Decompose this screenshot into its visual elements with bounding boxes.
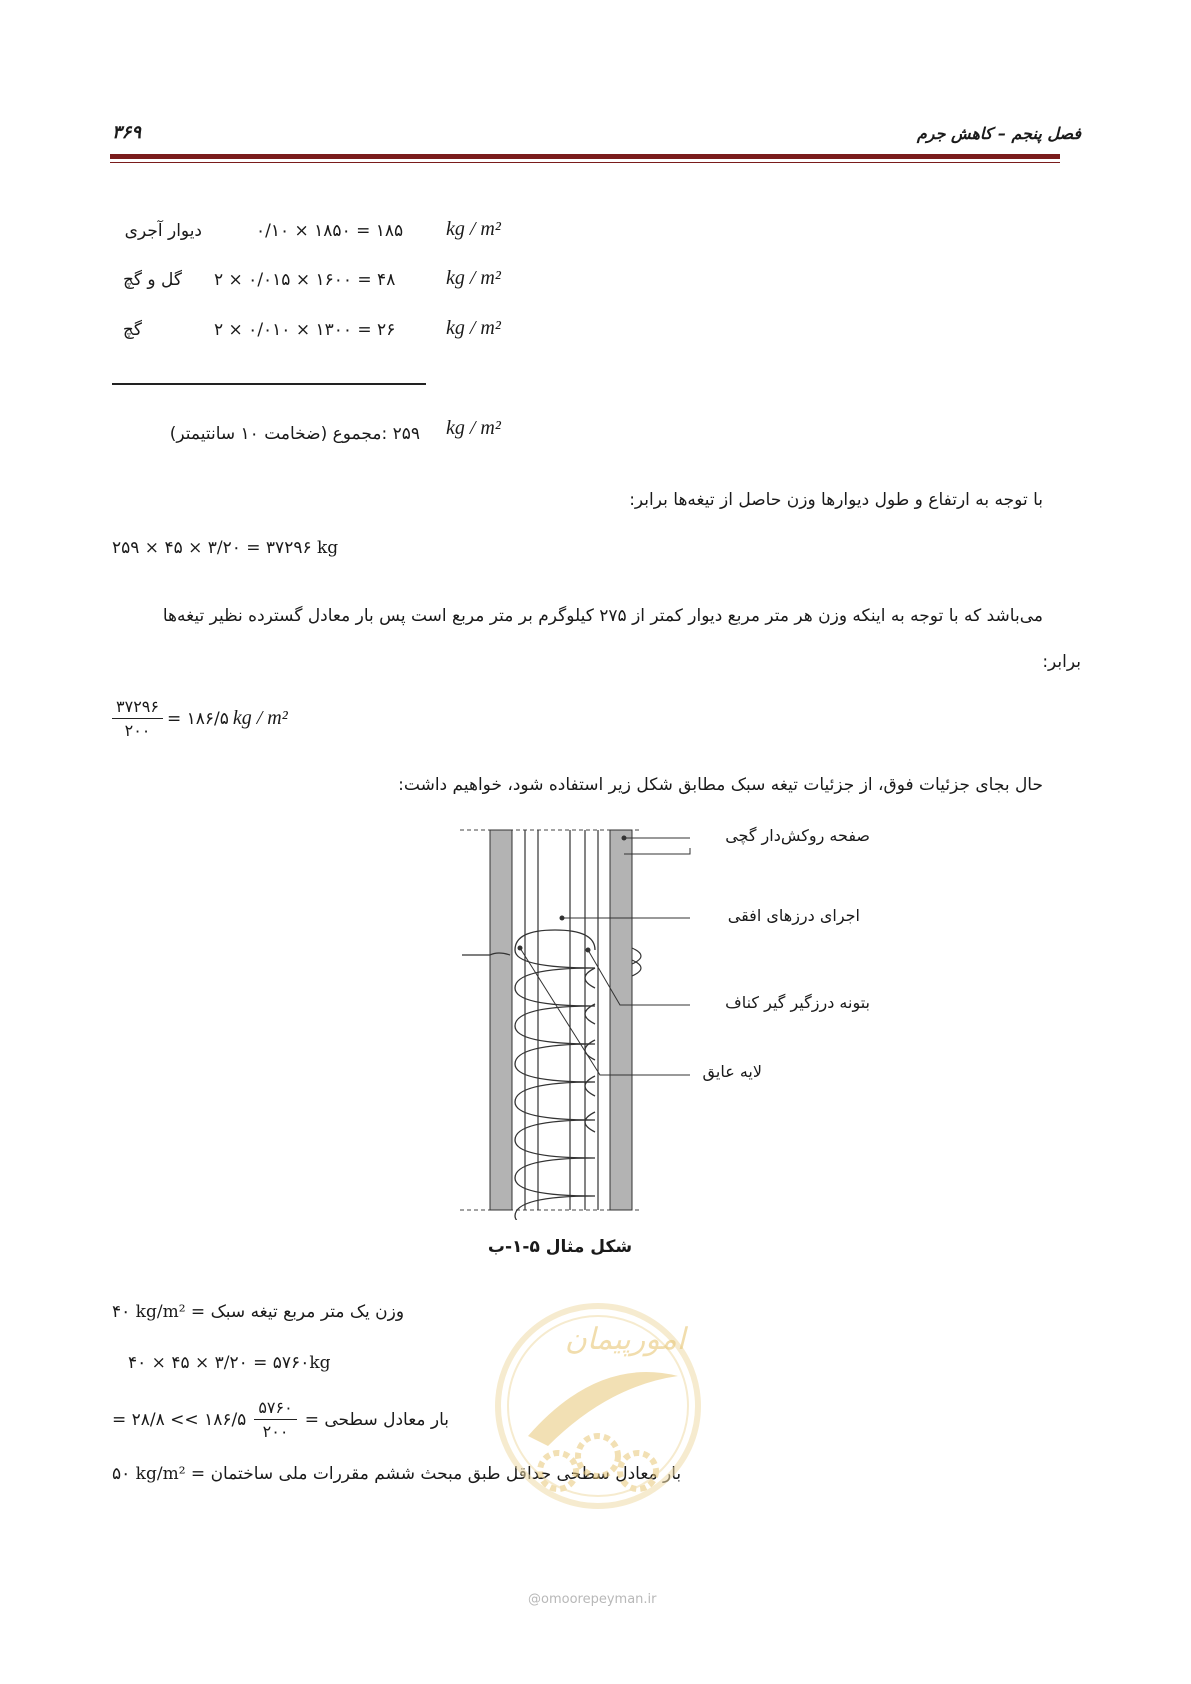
table-total-unit: kg / m² — [446, 417, 501, 439]
table-row-label: گچ — [122, 320, 142, 340]
table-row-unit: kg / m² — [446, 317, 501, 339]
calc-line-3 — [112, 1398, 449, 1441]
watermark-gear — [620, 1453, 656, 1489]
equation-2-unit: kg / m² — [232, 707, 288, 729]
header-rule-thick — [110, 154, 1060, 159]
table-row-expr: ۰/۱۰ × ۱۸۵۰ = ۱۸۵ — [256, 221, 404, 241]
gypsum-board-right — [610, 830, 632, 1210]
calc-line-3-label: بار معادل سطحی = — [304, 1409, 450, 1430]
wall-section-figure — [440, 820, 860, 1220]
insulation-coil-front — [555, 930, 595, 1132]
watermark-logo-text: امورپیمان — [564, 1322, 686, 1357]
label-insulation: لایه عایق — [702, 1062, 762, 1081]
figure-caption: شکل مثال ۵-۱-ب — [487, 1237, 633, 1257]
paragraph-1: با توجه به ارتفاع و طول دیوارها وزن حاصل از تیغه‌ها برابر: — [629, 490, 1043, 510]
equation-2-denominator: ۲۰۰ — [124, 721, 151, 740]
equation-1: ۲۵۹ × ۴۵ × ۳/۲۰ = ۳۷۲۹۶ kg — [112, 538, 339, 558]
chapter-title: فصل پنجم – کاهش جرم — [916, 124, 1081, 143]
table-total: ۲۵۹ :مجموع (ضخامت ۱۰ سانتیمتر) — [169, 424, 420, 444]
leader-joint-filler — [588, 950, 690, 1005]
leader-dot — [622, 836, 627, 841]
watermark-site: @omoorepeyman.ir — [528, 1592, 657, 1607]
leader-dot — [518, 946, 523, 951]
equation-2-numerator: ۳۷۲۹۶ — [112, 697, 163, 719]
calc-line-3-rhs: = ۲۸/۸ << ۱۸۶/۵ — [112, 1409, 247, 1430]
calc-line-3-fraction — [254, 1398, 296, 1441]
calc-line-2: ۴۰ × ۴۵ × ۳/۲۰ = ۵۷۶۰kg — [128, 1353, 331, 1373]
paragraph-3: حال بجای جزئیات فوق، از جزئیات تیغه سبک مطابق شکل زیر استفاده شود، خواهیم داشت: — [398, 775, 1043, 795]
sum-line — [112, 383, 426, 385]
watermark-gear — [578, 1436, 618, 1476]
table-row-expr: ۲ × ۰/۰۱۵ × ۱۶۰۰ = ۴۸ — [214, 270, 396, 290]
horizontal-joint — [632, 948, 641, 976]
leader-dot — [586, 948, 591, 953]
equation-2-rhs: = ۱۸۶/۵ — [166, 708, 229, 729]
leader-gypsum-board — [624, 848, 690, 854]
gypsum-board-left — [490, 830, 512, 1210]
calc-line-1 — [112, 1302, 404, 1322]
watermark-gear — [540, 1453, 576, 1489]
calc-line-3-denominator: ۲۰۰ — [262, 1422, 289, 1441]
calc-line-1-value: ۴۰ kg/m² — [112, 1302, 186, 1322]
label-joint-filler: بتونه درزگیر گیر کناف — [725, 993, 870, 1012]
table-row-label: دیوار آجری — [124, 221, 202, 241]
paragraph-2-line-2: برابر: — [1042, 652, 1081, 672]
watermark-swoosh — [528, 1372, 678, 1446]
table-row-expr: ۲ × ۰/۰۱۰ × ۱۳۰۰ = ۲۶ — [214, 320, 396, 340]
equation-2-fraction — [112, 697, 163, 740]
leader-insulation — [520, 948, 690, 1075]
table-row-unit: kg / m² — [446, 267, 501, 289]
equation-2 — [112, 697, 288, 740]
header-rule-thin — [110, 162, 1060, 163]
calc-line-4-label: بار معادل سطحی حداقل طبق مبحث ششم مقررات ملی ساختمان = — [190, 1464, 682, 1484]
table-row-unit: kg / m² — [446, 218, 501, 240]
insulation-coil — [515, 930, 595, 1220]
calc-line-1-label: وزن یک متر مربع تیغه سبک = — [190, 1302, 405, 1322]
table-row-label: گل و گچ — [122, 270, 182, 290]
calc-line-3-numerator: ۵۷۶۰ — [254, 1398, 296, 1420]
page-number: ۳۶۹ — [112, 122, 142, 143]
paragraph-2-line-1: می‌باشد که با توجه به اینکه وزن هر متر مربع دیوار کمتر از ۲۷۵ کیلوگرم بر متر مربع است پس بار معادل گسترده نظیر تیغه‌ها — [162, 606, 1043, 626]
calc-line-4-value: ۵۰ kg/m² — [112, 1464, 186, 1484]
label-horizontal-joints: اجرای درزهای افقی — [727, 906, 860, 925]
label-gypsum-board: صفحه روکش‌دار گچی — [725, 826, 870, 845]
leader-dot — [560, 916, 565, 921]
watermark-site-text: omoorepeyman.ir — [541, 1592, 657, 1607]
